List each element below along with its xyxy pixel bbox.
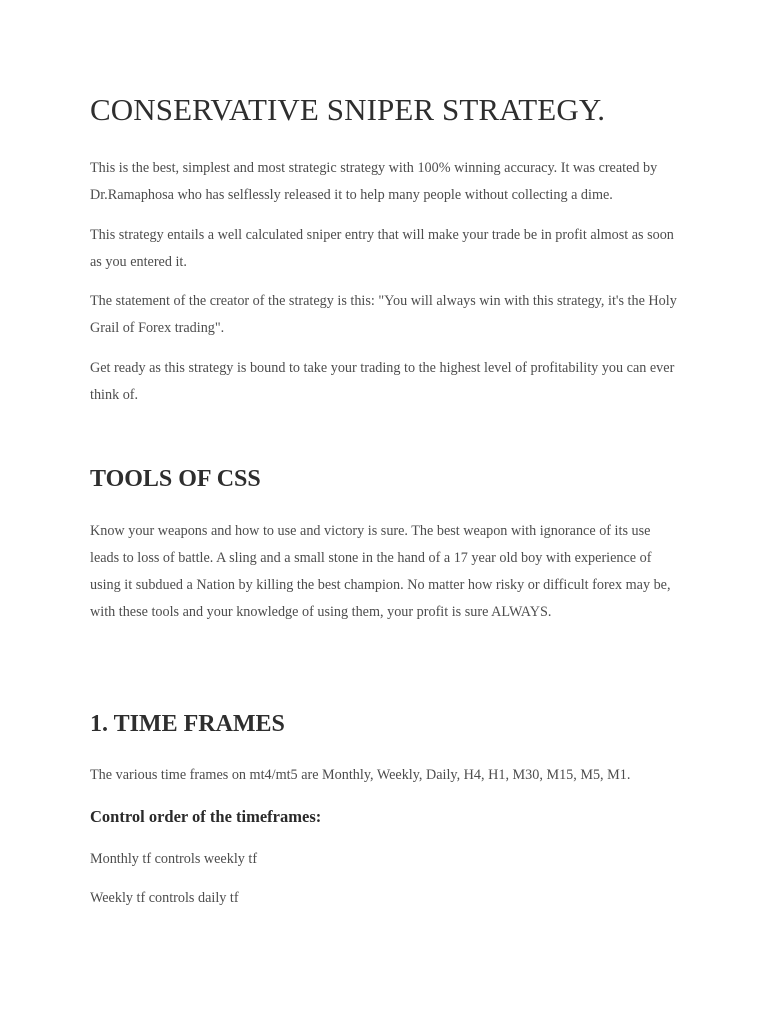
intro-paragraph-2: This strategy entails a well calculated sniper entry that will make your trade be in profit almost as soon as you entered it. [90,227,674,270]
tools-section-heading: TOOLS OF CSS [90,466,261,492]
control-order-item-2: Weekly tf controls daily tf [90,890,239,906]
intro-paragraph-1: This is the best, simplest and most strategic strategy with 100% winning accuracy. It was created by Dr.Ramaphosa who has selflessly released it to help many people without collecting a dime. [90,160,658,203]
document-title: CONSERVATIVE SNIPER STRATEGY. [90,92,606,127]
tools-section-paragraph: Know your weapons and how to use and victory is sure. The best weapon with ignorance of its use leads to loss of battle. A sling and a small stone in the hand of a 17 year old boy with experience of using it subdued a Nation by killing the best champion. No matter how risky or difficult forex may be, with these tools and your knowledge of using them, your profit is sure ALWAYS. [90,523,671,620]
control-order-item-1: Monthly tf controls weekly tf [90,851,258,867]
time-frames-heading: 1. TIME FRAMES [90,711,285,737]
control-order-subheading: Control order of the timeframes: [90,807,322,826]
intro-paragraph-3: The statement of the creator of the strategy is this: "You will always win with this strategy, it's the Holy Grail of Forex trading". [90,293,677,336]
intro-paragraph-4: Get ready as this strategy is bound to take your trading to the highest level of profitability you can ever think of. [90,360,675,403]
time-frames-paragraph: The various time frames on mt4/mt5 are Monthly, Weekly, Daily, H4, H1, M30, M15, M5, M1. [90,767,631,783]
